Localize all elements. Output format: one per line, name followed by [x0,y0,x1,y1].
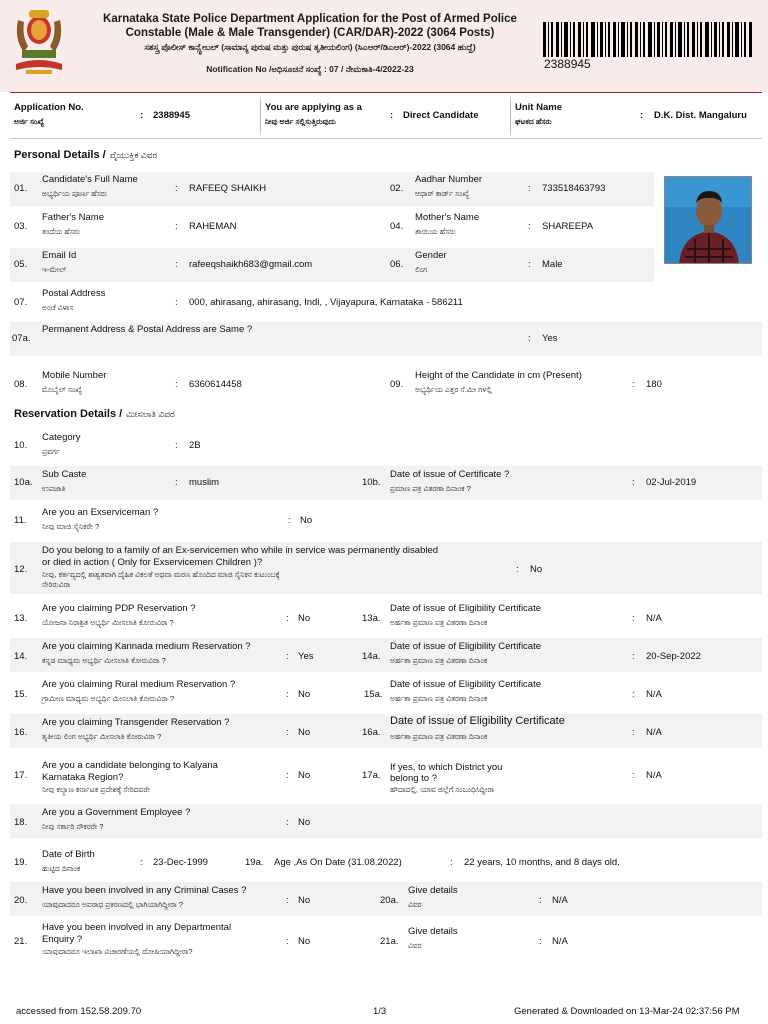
field-label-kn: ಅಭ್ಯರ್ಥಿಯ ಎತ್ತರ ಸೆ.ಮೀ ಗಳಲ್ಲಿ [415,385,493,394]
row-number: 21. [14,936,28,947]
kannada-medium-value: Yes [298,651,314,662]
row-14 [10,638,762,672]
row-number: 19a. [245,857,264,868]
row-08-09 [10,368,762,402]
row-16 [10,714,762,748]
document-header [0,0,768,92]
row-number: 07. [14,297,28,308]
row-number: 05. [14,259,28,270]
colon: : [632,689,635,700]
app-no-label: Application No. [14,102,84,113]
reservation-title-kn: ಮೀಸಲಾತಿ ವಿವರ [126,409,175,419]
field-label: Mobile Number [42,370,107,381]
field-label-kn: ಹೌದಾದಲ್ಲಿ, ಯಾವ ಜಿಲ್ಲೆಗೆ ಸಂಬಂಧಿಸಿದ್ದೀರಾ [390,785,495,794]
row-number: 10b. [362,477,381,488]
kannada-date-value: 20-Sep-2022 [646,651,701,662]
personal-title-kn: ವೈಯುಕ್ತಿಕ ವಿವರ [109,150,158,160]
row-10a-10b [10,466,762,500]
row-number: 12. [14,564,28,575]
row-19 [10,846,762,880]
row-05-06 [10,248,654,282]
field-label: Postal Address [42,288,106,299]
unit-name-label: Unit Name [515,102,562,113]
field-label-kn: ಪ್ರಮಾಣ ಪತ್ರ ವಿತರಣಾ ದಿನಾಂಕ ? [390,484,471,493]
colon: : [175,221,178,232]
colon: : [288,515,291,526]
row-12 [10,542,762,594]
field-label: Give details [408,885,458,896]
colon: : [632,770,635,781]
unit-name-colon: : [640,110,644,121]
email-value: rafeeqshaikh683@gmail.com [189,259,313,270]
applying-as-value: Direct Candidate [403,110,479,121]
pdp-date-value: N/A [646,613,662,624]
rural-date-value: N/A [646,689,662,700]
same-address-value: Yes [542,333,558,344]
field-label: Give details [408,926,458,937]
field-label-kn: ಹುಟ್ಟಿದ ದಿನಾಂಕ [42,864,81,873]
row-number: 15a. [364,689,383,700]
barcode-number: 2388945 [544,57,591,71]
barcode-icon [543,22,753,57]
field-label-kn: ಪ್ರವರ್ಗ [42,447,60,456]
colon: : [450,857,453,868]
colon: : [286,651,289,662]
field-label: Have you been involved in any Criminal Cases ? [42,885,247,896]
field-label-kn: ಅಭ್ಯರ್ಥಿಯ ಪೂರ್ಣ ಹೆಸರು [42,189,108,198]
field-label: Karnataka Region? [42,772,124,783]
colon: : [140,857,143,868]
field-label: Are you claiming Rural medium Reservation ? [42,679,236,690]
field-label-kn: ಯಾವುದಾದರೂ ಅಪರಾಧ ಪ್ರಕರಣದಲ್ಲಿ ಭಾಗಿಯಾಗಿದ್ದೀರಾ ? [42,900,183,909]
row-number: 21a. [380,936,399,947]
field-label: Date of issue of Eligibility Certificate [390,603,542,614]
section-title-personal [14,149,157,161]
field-label: Candidate's Full Name [42,174,138,185]
row-20 [10,882,762,916]
field-label-kn: ನೀವು ಮಾಜಿ ಸೈನಿಕರೇ ? [42,522,100,531]
document-title [80,13,540,40]
field-label-kn: ನೀವು ಕಲ್ಯಾಣ ಕರ್ನಾಟಕ ಪ್ರದೇಶಕ್ಕೆ ಸೇರಿದವರೇ [42,785,150,794]
height-value: 180 [646,379,662,390]
field-label: Email Id [42,250,77,261]
field-label: Date of Birth [42,849,95,860]
field-label: Are you a Government Employee ? [42,807,191,818]
field-label: Date of issue of Eligibility Certificate [390,679,542,690]
certificate-date-value: 02-Jul-2019 [646,477,697,488]
colon: : [632,727,635,738]
colon: : [528,259,531,270]
colon: : [632,613,635,624]
field-label: Father's Name [42,212,105,223]
colon: : [632,651,635,662]
field-label-kn: ಅರ್ಹತಾ ಪ್ರಮಾಣ ಪತ್ರ ವಿತರಣಾ ದಿನಾಂಕ [390,618,488,627]
field-label: Sub Caste [42,469,87,480]
field-label-kn: ಮೊಬೈಲ್ ಸಂಖ್ಯೆ [42,385,83,394]
row-number: 01. [14,183,28,194]
field-label: Permanent Address & Postal Address are Same ? [42,324,253,335]
notification-number: Notification No /ಅಧಿಸೂಚನೆ ಸಂಖ್ಯೆ : 07 / ನೇಮಕಾತಿ-4/2022-23 [206,64,414,74]
info-divider [10,138,762,139]
field-label-kn: ಯೋಜನಾ ನಿರಾಶ್ರಿತ ಅಭ್ಯರ್ಥಿ ಮೀಸಲಾತಿ ಕೋರುವಿರಾ ? [42,618,174,627]
field-label-kn: ಯಾವುದಾದರೂ ಇಲಾಖಾ ವಿಚಾರಣೆಯಲ್ಲಿ ದೋಷಿಯಾಗಿದ್ದೀರಾ? [42,947,193,956]
field-label: Have you been involved in any Departmental [42,922,232,933]
karnataka-emblem-icon [12,6,66,78]
row-number: 13. [14,613,28,624]
field-label: Gender [415,250,447,261]
field-label: Are you claiming Transgender Reservation ? [42,717,230,728]
row-number: 13a. [362,613,381,624]
row-number: 10a. [14,477,33,488]
enquiry-details-value: N/A [552,936,568,947]
reservation-title: Reservation Details / [14,408,123,420]
row-number: 20a. [380,895,399,906]
field-label: Date of issue of Eligibility Certificate [390,641,542,652]
row-number: 18. [14,817,28,828]
row-number: 15. [14,689,28,700]
row-number: 04. [390,221,404,232]
colon: : [516,564,519,575]
row-15 [10,676,762,710]
candidate-name-value: RAFEEQ SHAIKH [189,183,267,194]
field-label: Do you belong to a family of an Ex-servicemen who while in service was permanently disabled [42,545,439,556]
field-label-kn: ಅರ್ಹತಾ ಪ್ರಮಾಣ ಪತ್ರ ವಿತರಣಾ ದಿನಾಂಕ [390,732,488,741]
footer-generated: Generated & Downloaded on 13-Mar-24 02:37:56 PM [514,1006,740,1017]
field-label: Age ,As On Date (31.08.2022) [274,857,402,868]
colon: : [632,477,635,488]
father-name-value: RAHEMAN [189,221,237,232]
candidate-photo [664,176,752,264]
mother-name-value: SHAREEPA [542,221,594,232]
pdp-value: No [298,613,311,624]
field-label-kn: ತೃತೀಯ ಲಿಂಗ ಅಭ್ಯರ್ಥಿ ಮೀಸಲಾತಿ ಕೋರುವಿರಾ ? [42,732,162,741]
rural-medium-value: No [298,689,311,700]
aadhar-value: 733518463793 [542,183,606,194]
category-value: 2B [189,440,201,451]
sub-caste-value: muslim [189,477,220,488]
row-number: 17a. [362,770,381,781]
field-label: Height of the Candidate in cm (Present) [415,370,582,381]
govt-employee-value: No [298,817,311,828]
field-label-kn: ವಿವರ [408,941,422,950]
personal-title: Personal Details / [14,149,106,161]
transgender-value: No [298,727,311,738]
colon: : [175,297,178,308]
row-17 [10,756,762,800]
row-number: 09. [390,379,404,390]
field-label: Aadhar Number [415,174,483,185]
row-21 [10,920,762,964]
title-line-2: Constable (Male & Male Transgender) (CAR/DAR)-2022 (3064 Posts) [125,26,495,39]
field-label: belong to ? [390,773,438,784]
field-label-kn: ತಂದೆಯ ಹೆಸರು [42,227,81,236]
field-label-kn: ಅರ್ಹತಾ ಪ್ರಮಾಣ ಪತ್ರ ವಿತರಣಾ ದಿನಾಂಕ [390,656,488,665]
unit-name-label-kn: ಘಟಕದ ಹೆಸರು [515,117,552,126]
age-value: 22 years, 10 months, and 8 days old. [464,857,620,868]
row-number: 07a. [12,333,31,344]
gender-value: Male [542,259,563,270]
field-label: Are you an Exserviceman ? [42,507,159,518]
criminal-cases-value: No [298,895,311,906]
colon: : [175,379,178,390]
mobile-value: 6360614458 [189,379,242,390]
title-kannada: ಸಶಸ್ತ್ರ ಪೊಲೀಸ್ ಕಾನ್ಸ್ಟೇಬಲ್ (ಸಾಮಾನ್ಯ ಪುರುಷ ಮತ್ತು ಪುರುಷ ತೃತೀಯಲಿಂಗ) (ಸಿಎಆರ್/ಡಿಎಆರ್)-2022 (3064 ಹುದ್ದೆ) [144,42,476,52]
row-number: 02. [390,183,404,194]
dob-value: 23-Dec-1999 [153,857,208,868]
field-label-kn: ನೀವು, ಕರ್ತವ್ಯದಲ್ಲಿ ಶಾಶ್ವತವಾಗಿ ದೈಹಿಕ ವಿಕಲತೆ ಅಥವಾ ಮರಣ ಹೊಂದಿದ ಮಾಜಿ ಸೈನಿಕನ ಕುಟುಂಬಕ್ಕೆ [42,570,280,579]
field-label-kn: ಉಪಜಾತಿ [42,484,66,493]
field-label: or died in action ( Only for Exservicemen Children )? [42,557,263,568]
row-number: 17. [14,770,28,781]
colon: : [175,183,178,194]
row-10 [10,429,762,463]
row-number: 08. [14,379,28,390]
colon: : [286,895,289,906]
row-number: 16. [14,727,28,738]
row-number: 19. [14,857,28,868]
candidate-photo-icon [665,177,752,264]
field-label-kn: ಗ್ರಾಮೀಣ ಮಾಧ್ಯಮ ಅಭ್ಯರ್ಥಿ ಮೀಸಲಾತಿ ಕೋರುವಿರಾ ? [42,694,175,703]
application-info-bar [10,96,762,136]
kalyana-region-value: No [298,770,311,781]
app-no-colon: : [140,110,144,121]
field-label-kn: ವಿವರ [408,900,422,909]
field-label-kn: ಆಧಾರ್ ಕಾರ್ಡ್ ಸಂಖ್ಯೆ [415,189,470,198]
unit-name-value: D.K. Dist. Mangaluru [654,110,747,121]
district-value: N/A [646,770,662,781]
section-title-reservation [14,408,175,420]
row-number: 20. [14,895,28,906]
app-no-label-kn: ಅರ್ಜಿ ಸಂಖ್ಯೆ [14,117,45,126]
applying-as-label: You are applying as a [265,102,362,113]
colon: : [632,379,635,390]
info-separator [260,98,261,134]
colon: : [175,477,178,488]
postal-address-value: 000, ahirasang, ahirasang, Indi, , Vijayapura, Karnataka - 586211 [189,297,463,308]
colon: : [286,727,289,738]
colon: : [528,183,531,194]
field-label: Category [42,432,81,443]
field-label: If yes, to which District you [390,762,503,773]
colon: : [528,221,531,232]
applying-as-label-kn: ನೀವು ಅರ್ಜಿ ಸಲ್ಲಿಸುತ್ತಿರುವುದು [265,117,336,126]
field-label-kn: ಲಿಂಗ [415,265,428,274]
departmental-enquiry-value: No [298,936,311,947]
colon: : [286,817,289,828]
row-13 [10,600,762,634]
row-01-02 [10,172,654,206]
field-label-kn: ಅಂಚೆ ವಿಳಾಸ [42,303,74,312]
exserviceman-value: No [300,515,313,526]
footer-accessed: accessed from 152.58.209.70 [16,1006,142,1017]
row-number: 03. [14,221,28,232]
info-separator [510,98,511,134]
field-label: Mother's Name [415,212,480,223]
transgender-date-value: N/A [646,727,662,738]
row-number: 16a. [362,727,381,738]
footer-page-number: 1/3 [373,1006,387,1017]
criminal-details-value: N/A [552,895,568,906]
row-07 [10,286,762,320]
row-07a [10,322,762,356]
field-label-kn: ಅರ್ಹತಾ ಪ್ರಮಾಣ ಪತ್ರ ವಿತರಣಾ ದಿನಾಂಕ [390,694,488,703]
colon: : [286,613,289,624]
row-number: 11. [14,515,27,526]
colon: : [539,936,542,947]
title-line-1: Karnataka State Police Department Application for the Post of Armed Police [103,13,517,25]
field-label: Are you claiming PDP Reservation ? [42,603,196,614]
field-label: Are you claiming Kannada medium Reservation ? [42,641,251,652]
row-number: 14. [14,651,28,662]
colon: : [175,259,178,270]
field-label-kn: ನೀವು ಸರ್ಕಾರಿ ನೌಕರರೇ ? [42,822,104,831]
colon: : [539,895,542,906]
colon: : [286,770,289,781]
header-divider [10,92,762,93]
colon: : [286,936,289,947]
field-label-kn: ತಾಯಿಯ ಹೆಸರು [415,227,456,236]
row-number: 06. [390,259,404,270]
field-label: Are you a candidate belonging to Kalyana [42,760,218,771]
exservicemen-family-value: No [530,564,543,575]
row-11 [10,504,762,538]
row-03-04 [10,210,654,244]
field-label: Date of issue of Certificate ? [390,469,510,480]
colon: : [528,333,531,344]
colon: : [175,440,178,451]
field-label-kn: ಸೇರಿರುವಿರಾ [42,580,71,589]
app-no-value: 2388945 [153,110,190,121]
applying-as-colon: : [390,110,394,121]
field-label: Enquiry ? [42,934,83,945]
field-label: Date of issue of Eligibility Certificate [390,715,565,727]
colon: : [286,689,289,700]
row-18 [10,804,762,838]
row-number: 10. [14,440,28,451]
field-label-kn: ಕನ್ನಡ ಮಾಧ್ಯಮ ಅಭ್ಯರ್ಥಿ ಮೀಸಲಾತಿ ಕೋರುವಿರಾ ? [42,656,166,665]
field-label-kn: ಇ-ಮೇಲ್ [42,265,67,274]
row-number: 14a. [362,651,381,662]
